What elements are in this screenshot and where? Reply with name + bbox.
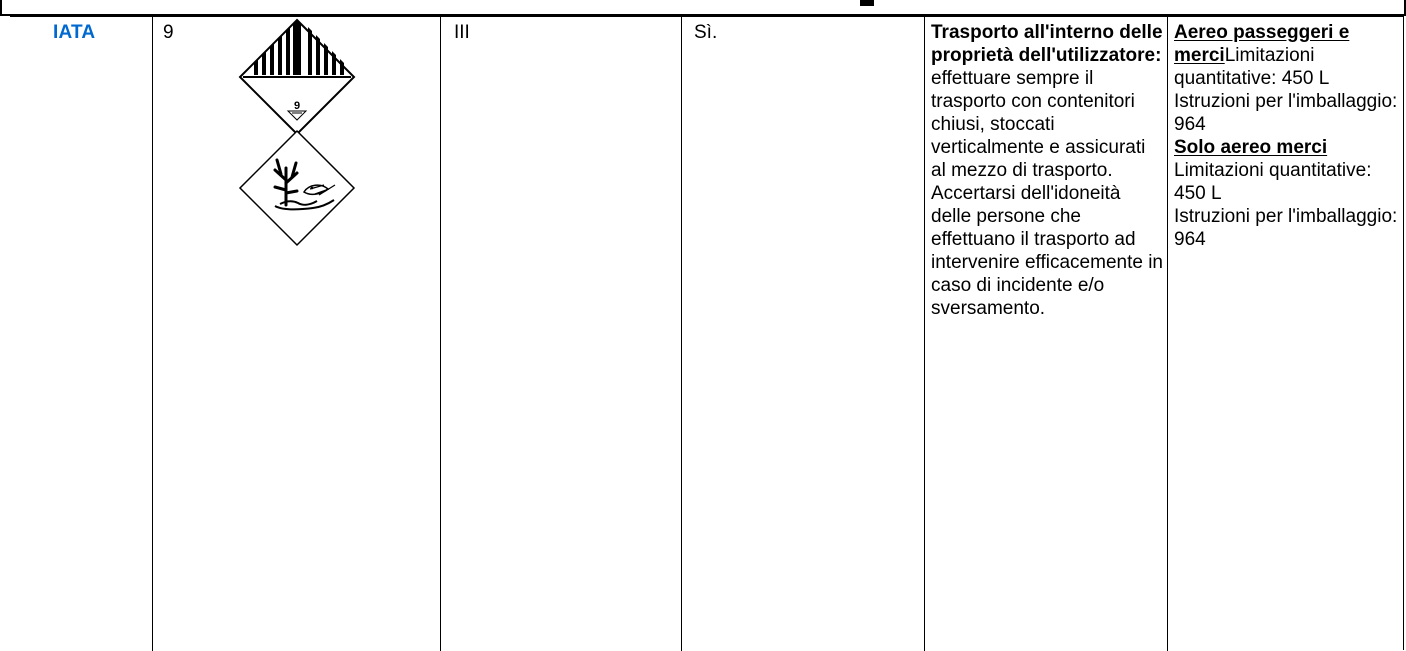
passenger-packaging-instruction: Istruzioni per l'imballaggio: 964	[1174, 91, 1398, 135]
class-9-hazard-icon	[240, 20, 354, 134]
environment-hazard-icon	[240, 131, 354, 245]
hazard-label-icons	[237, 17, 357, 249]
table-row-iata	[10, 16, 1404, 650]
special-precautions-text	[931, 21, 1163, 320]
environmental-hazard-cell	[681, 17, 924, 651]
air-transport-limits-cell	[1167, 17, 1403, 651]
environmental-hazard-value: Sì.	[694, 22, 718, 43]
precautions-heading: Trasporto all'interno delle proprietà dell'utilizzatore:	[931, 22, 1163, 66]
table-left-edge	[0, 0, 2, 16]
transport-mode-cell	[10, 17, 152, 651]
cargo-aircraft-heading: Solo aereo merci	[1174, 137, 1328, 158]
precautions-body: effettuare sempre il trasporto con contenitori chiusi, stoccati verticalmente e assicurati al mezzo di trasporto. Accertarsi dell'idoneità delle persone che effettuano il trasporto ad intervenire efficacemente in caso di incidente e/o sversamento.	[931, 68, 1163, 319]
hazard-labels	[237, 17, 357, 249]
passenger-aircraft-heading: Aereo passeggeri e merci	[1174, 22, 1350, 66]
packing-group-value: III	[454, 22, 470, 43]
air-transport-limits-text	[1174, 21, 1401, 251]
cargo-packaging-instruction: Istruzioni per l'imballaggio: 964	[1174, 206, 1398, 250]
special-precautions-cell	[924, 17, 1167, 651]
packing-group-cell	[440, 17, 681, 651]
hazard-class-value: 9	[163, 22, 174, 43]
class-9-label-text: 9	[293, 100, 301, 112]
header-fragment-mark	[860, 0, 874, 6]
hazard-class-cell	[152, 17, 440, 651]
passenger-quantity-limit: Limitazioni quantitative: 450 L	[1174, 45, 1330, 89]
transport-mode-label: IATA	[53, 22, 96, 43]
cargo-quantity-limit: Limitazioni quantitative: 450 L	[1174, 160, 1372, 204]
